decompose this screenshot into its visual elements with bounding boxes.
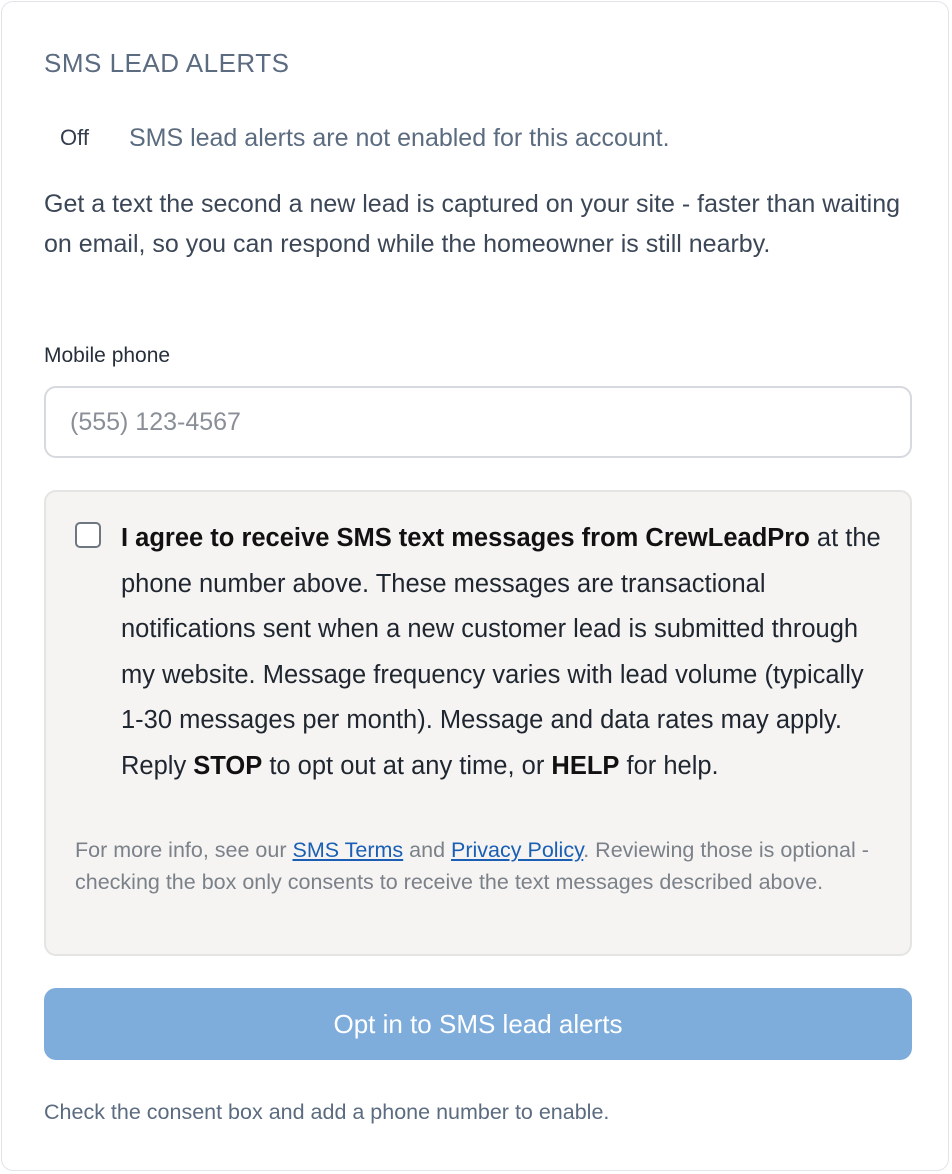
- stop-keyword: STOP: [193, 751, 263, 780]
- consent-fine-print: [75, 834, 885, 898]
- consent-body-3: for help.: [619, 751, 719, 780]
- consent-checkbox[interactable]: [75, 522, 101, 548]
- mobile-phone-input[interactable]: [44, 386, 912, 458]
- status-badge: Off: [60, 125, 89, 150]
- sms-lead-alerts-card: [1, 1, 949, 1171]
- section-title: SMS LEAD ALERTS: [44, 48, 290, 78]
- fine-prefix: For more info, see our: [75, 838, 293, 862]
- consent-lead-bold: I agree to receive SMS text messages from CrewLeadPro: [121, 524, 810, 552]
- sms-terms-link[interactable]: SMS Terms: [292, 838, 404, 862]
- status-text: SMS lead alerts are not enabled for this account.: [128, 123, 670, 152]
- consent-box: [44, 490, 912, 956]
- privacy-policy-link[interactable]: Privacy Policy: [451, 838, 584, 862]
- intro-description: Get a text the second a new lead is captured on your site - faster than waiting on email, so you can respond while the homeowner is still nearby.: [44, 190, 901, 258]
- consent-text: [121, 516, 891, 789]
- consent-body-2: to opt out at any time, or: [262, 751, 552, 780]
- helper-text: Check the consent box and add a phone number to enable.: [44, 1100, 610, 1124]
- help-keyword: HELP: [551, 751, 620, 780]
- fine-suffix: . Reviewing those is optional - checking the box only consents to receive the text messages described above.: [75, 838, 869, 894]
- opt-in-button[interactable]: Opt in to SMS lead alerts: [44, 988, 912, 1060]
- mobile-phone-label: Mobile phone: [44, 344, 171, 367]
- consent-body-1: at the phone number above. These messages are transactional notifications sent when a new customer lead is submitted through my website. Message frequency varies with lead volume (typically 1-30 messages per month). Message and data rates may apply. Reply: [121, 524, 881, 780]
- status-row: [44, 120, 670, 156]
- fine-and: and: [403, 838, 452, 862]
